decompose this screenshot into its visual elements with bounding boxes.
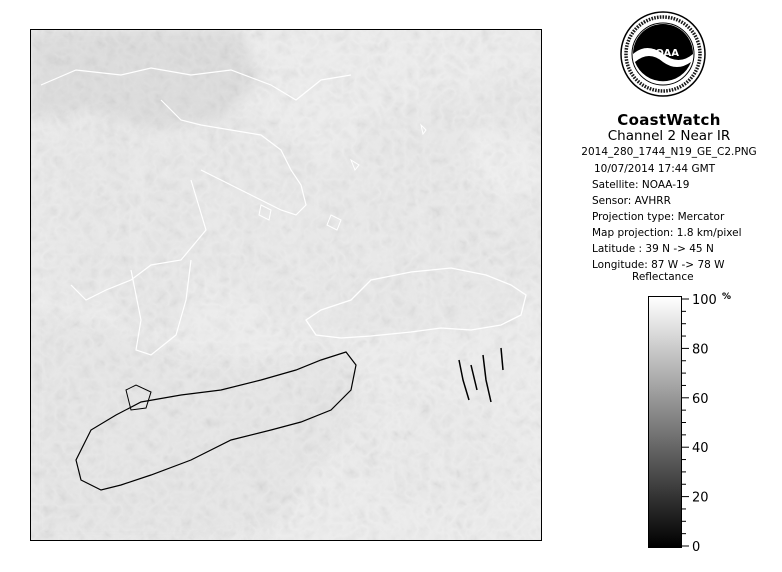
reflectance-map xyxy=(31,30,542,541)
colorbar xyxy=(648,296,682,548)
projection-type-label: Projection type: Mercator xyxy=(592,211,725,223)
colorbar-tick-label: 60 xyxy=(692,391,709,407)
filename-label: 2014_280_1744_N19_GE_C2.PNG xyxy=(581,146,757,158)
colorbar-tick-label: 80 xyxy=(692,342,709,358)
satellite-image xyxy=(30,29,542,541)
noaa-logo xyxy=(619,10,707,98)
map-projection-label: Map projection: 1.8 km/pixel xyxy=(592,227,742,239)
colorbar-unit: % xyxy=(722,292,732,302)
logo-text: NOAA xyxy=(646,48,680,59)
longitude-label: Longitude: 87 W -> 78 W xyxy=(592,259,725,271)
colorbar-tick-label: 0 xyxy=(692,540,701,555)
colorbar-title: Reflectance xyxy=(632,271,694,283)
colorbar-tick-label: 100 xyxy=(692,293,717,308)
colorbar-tick-label: 20 xyxy=(692,490,709,506)
datetime-label: 10/07/2014 17:44 GMT xyxy=(594,163,716,175)
latitude-label: Latitude : 39 N -> 45 N xyxy=(592,243,714,255)
colorbar-tick-label: 40 xyxy=(692,441,709,457)
app-title: CoastWatch xyxy=(617,111,721,129)
satellite-label: Satellite: NOAA-19 xyxy=(592,179,690,191)
sensor-label: Sensor: AVHRR xyxy=(592,195,671,207)
channel-subtitle: Channel 2 Near IR xyxy=(607,128,731,144)
